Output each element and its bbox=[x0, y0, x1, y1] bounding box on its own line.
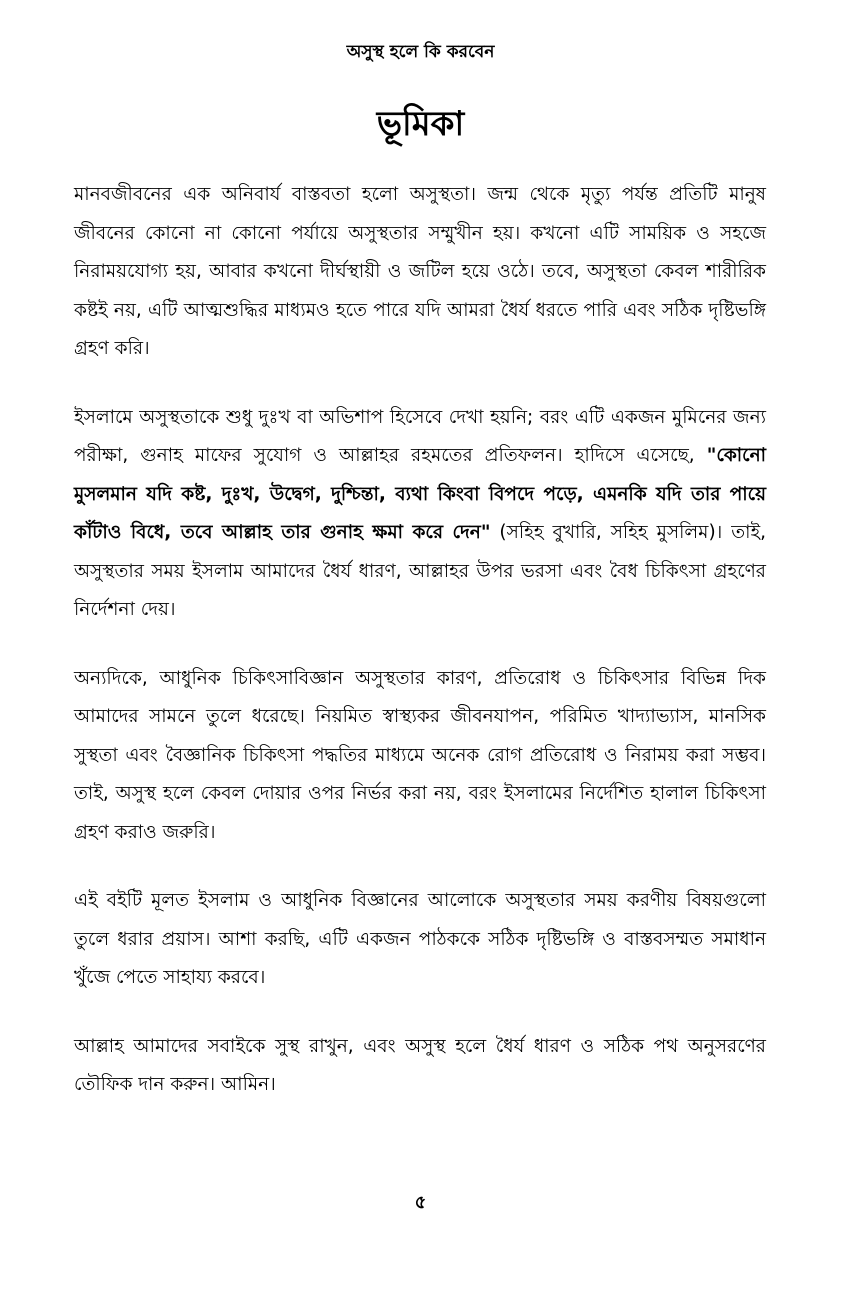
body-text bbox=[74, 176, 766, 1135]
hadith-quote: "কোনো মুসলমান যদি কষ্ট, দুঃখ, উদ্বেগ, দুশ্চিন্তা, ব্যথা কিংবা বিপদে পড়ে, এমনকি যদি তার পায়ে কাঁটাও বিধে, তবে আল্লাহ তার গুনাহ ক্ষমা করে দেন" bbox=[74, 445, 766, 543]
paragraph-islamic-view bbox=[74, 399, 766, 630]
paragraph-modern-medicine: অন্যদিকে, আধুনিক চিকিৎসাবিজ্ঞান অসুস্থতার কারণ, প্রতিরোধ ও চিকিৎসার বিভিন্ন দিক আমাদের সামনে তুলে ধরেছে। নিয়মিত স্বাস্থ্যকর জীবনযাপন, পরিমিত খাদ্যাভ্যাস, মানসিক সুস্থতা এবং বৈজ্ঞানিক চিকিৎসা পদ্ধতির মাধ্যমে অনেক রোগ প্রতিরোধ ও নিরাময় করা সম্ভব। তাই, অসুস্থ হলে কেবল দোয়ার ওপর নির্ভর করা নয়, বরং ইসলামের নির্দেশিত হালাল চিকিৎসা গ্রহণ করাও জরুরি। bbox=[74, 667, 766, 843]
paragraph-prayer: আল্লাহ আমাদের সবাইকে সুস্থ রাখুন, এবং অসুস্থ হলে ধৈর্য ধারণ ও সঠিক পথ অনুসরণের তৌফিক দান করুন। আমিন। bbox=[74, 1035, 766, 1095]
page-number: ৫ bbox=[414, 1192, 427, 1213]
paragraph-intro: মানবজীবনের এক অনিবার্য বাস্তবতা হলো অসুস্থতা। জন্ম থেকে মৃত্যু পর্যন্ত প্রতিটি মানুষ জীবনের কোনো না কোনো পর্যায়ে অসুস্থতার সম্মুখীন হয়। কখনো এটি সাময়িক ও সহজে নিরাময়যোগ্য হয়, আবার কখনো দীর্ঘস্থায়ী ও জটিল হয়ে ওঠে। তবে, অসুস্থতা কেবল শারীরিক কষ্টই নয়, এটি আত্মশুদ্ধির মাধ্যমও হতে পারে যদি আমরা ধৈর্য ধরতে পারি এবং সঠিক দৃষ্টিভঙ্গি গ্রহণ করি। bbox=[74, 184, 766, 359]
paragraph-book-purpose: এই বইটি মূলত ইসলাম ও আধুনিক বিজ্ঞানের আলোকে অসুস্থতার সময় করণীয় বিষয়গুলো তুলে ধরার প্রয়াস। আশা করছি, এটি একজন পাঠককে সঠিক দৃষ্টিভঙ্গি ও বাস্তবসম্মত সমাধান খুঁজে পেতে সাহায্য করবে। bbox=[74, 890, 766, 988]
running-header: অসুস্থ হলে কি করবেন bbox=[346, 42, 495, 62]
paragraph-islamic-view-rest: (সহিহ বুখারি, সহিহ মুসলিম)। তাই, অসুস্থতার সময় ইসলাম আমাদের ধৈর্য ধারণ, আল্লাহর উপর ভরসা এবং বৈধ চিকিৎসা গ্রহণের নির্দেশনা দেয়। bbox=[74, 522, 766, 620]
paragraph-islamic-view-intro: ইসলামে অসুস্থতাকে শুধু দুঃখ বা অভিশাপ হিসেবে দেখা হয়নি; বরং এটি একজন মুমিনের জন্য পরীক্ষা, গুনাহ মাফের সুযোগ ও আল্লাহর রহমতের প্রতিফলন। হাদিসে এসেছে, bbox=[74, 406, 766, 466]
chapter-title: ভূমিকা bbox=[376, 104, 465, 144]
